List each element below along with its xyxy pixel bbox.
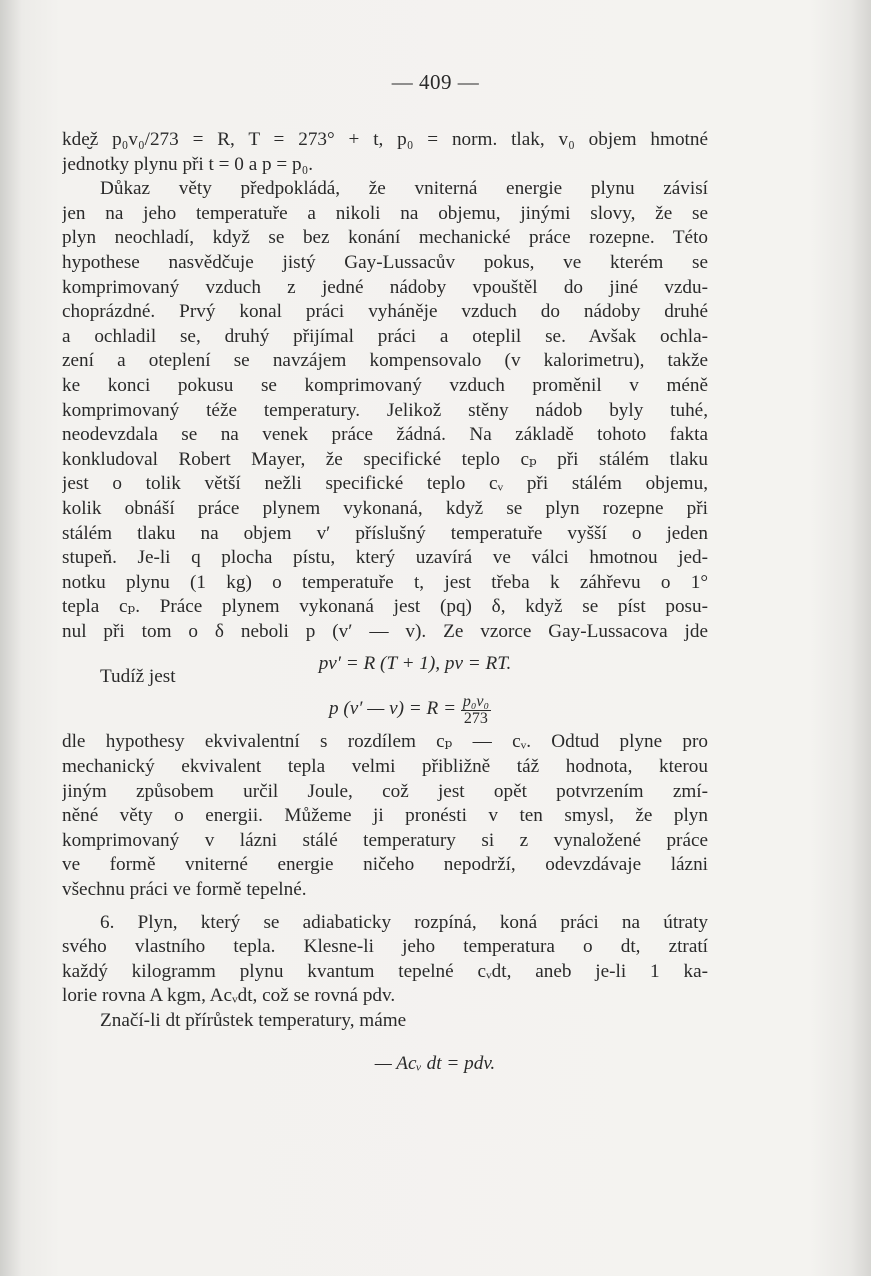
text-line: něné věty o energii. Můžeme ji pronésti v ten smysl, že plyn <box>62 805 708 827</box>
text-line: jiným způsobem určil Joule, což jest opět potvrzením zmí- <box>62 780 708 802</box>
text-line: Značí-li dt přírůstek temperatury, máme <box>100 1010 407 1031</box>
text-line: komprimovaný téže temperatury. Jelikož stěny nádob byly tuhé, <box>62 399 708 421</box>
equation-2 <box>62 688 708 730</box>
text-line: konkludoval Robert Mayer, že specifické teplo cₚ při stálém tlaku <box>62 448 708 470</box>
text-line: jest o tolik větší nežli specifické teplo cᵥ při stálém objemu, <box>62 473 708 495</box>
text-line: choprázdné. Prvý konal práci vyháněje vzduch do nádoby druhé <box>62 301 708 323</box>
text-line: tepla cₚ. Práce plynem vykonaná jest (pq) δ, když se píst posu- <box>62 596 708 618</box>
equation-1: pv′ = R (T + 1), pv = RT. <box>318 653 512 675</box>
text-line: stupeň. Je-li q plocha pístu, který uzavírá ve válci hmotnou jed- <box>62 547 708 569</box>
text-line: kolik obnáší práce plynem vykonaná, když se plyn rozepne při <box>62 497 708 519</box>
page-number: — 409 — <box>391 70 480 94</box>
text-line: jen na jeho temperatuře a nikoli na objemu, jinými slovy, že se <box>62 202 708 224</box>
text-line: stálém tlaku na objem v′ příslušný temperatuře vyšší o jeden <box>62 522 708 544</box>
fraction-denominator: 273 <box>463 709 488 727</box>
fraction-numerator: p₀v₀ <box>462 692 490 710</box>
text-line: lorie rovna A kgm, Acᵥdt, což se rovná pdv. <box>62 985 396 1007</box>
text-line: mechanický ekvivalent tepla velmi přibližně táž hodnota, kterou <box>62 756 708 778</box>
text-line: hypothese nasvědčuje jistý Gay-Lussacův pokus, ve kterém se <box>62 251 708 273</box>
text-line: ke konci pokusu se komprimovaný vzduch proměnil v méně <box>62 374 708 396</box>
text-line: Tudíž jest <box>100 666 176 688</box>
body-text <box>62 128 708 1084</box>
text-line: zení a oteplení se navzájem kompensovalo (v kalorimetru), takže <box>62 350 708 372</box>
text-line: všechnu práci ve formě tepelné. <box>62 879 307 901</box>
fraction <box>461 694 491 727</box>
text-line: a ochladil se, druhý přijímal práci a oteplil se. Avšak ochla- <box>62 325 708 347</box>
text-line: jednotky plynu při t = 0 a p = p₀. <box>62 153 314 175</box>
text-line: 6. Plyn, který se adiabaticky rozpíná, koná práci na útraty <box>100 911 708 933</box>
equation-2-left: p (v′ — v) = R = <box>328 698 457 720</box>
text-line: plyn neochladí, když se bez konání mechanické práce rozepne. Této <box>62 227 708 249</box>
text-line: nul při tom o δ neboli p (v′ — v). Ze vzorce Gay-Lussacova jde <box>62 620 708 642</box>
text-line: svého vlastního tepla. Klesne-li jeho temperatura o dt, ztratí <box>62 936 708 958</box>
text-line: dle hypothesy ekvivalentní s rozdílem cₚ — cᵥ. Odtud plyne pro <box>62 731 708 753</box>
text-line: neodevzdala se na venek práce žádná. Na základě tohoto fakta <box>62 424 708 446</box>
text-line: komprimovaný v lázni stálé temperatury si z vynaložené práce <box>62 829 708 851</box>
text-line: každý kilogramm plynu kvantum tepelné cᵥdt, aneb je-li 1 ka- <box>62 960 708 982</box>
text-line: Důkaz věty předpokládá, že vniterná energie plynu závisí <box>100 178 708 200</box>
text-line: ve formě vniterné energie ničeho nepodrží, odevzdávaje lázni <box>62 854 708 876</box>
text-line: komprimovaný vzduch z jedné nádoby vpouštěl do jiné vzdu- <box>62 276 708 298</box>
equation-3: — Acᵥ dt = pdv. <box>374 1052 496 1074</box>
text-line: kde̮ž p₀v₀/273 = R, T = 273° + t, p₀ = norm. tlak, v₀ objem hmotné <box>62 129 708 150</box>
text-line: notku plynu (1 kg) o temperatuře t, jest třeba k záhřevu o 1° <box>62 571 708 593</box>
